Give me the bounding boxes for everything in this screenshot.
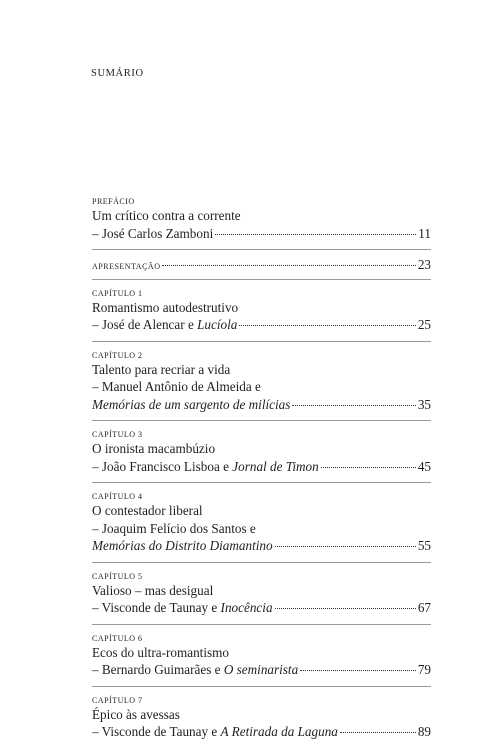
- subtitle-author: – José de Alencar e: [92, 317, 198, 332]
- entry-author-line: – Manuel Antônio de Almeida e: [92, 379, 261, 394]
- entry-subtitle: [92, 458, 319, 476]
- toc-entry-prefacio[interactable]: [92, 197, 431, 242]
- section-kicker: CAPÍTULO 6: [92, 633, 143, 643]
- toc-entry-capitulo-5[interactable]: [92, 572, 431, 617]
- divider: [92, 279, 431, 280]
- page-title: SUMÁRIO: [91, 68, 144, 79]
- page-number: 25: [417, 317, 431, 332]
- toc-entry-capitulo-2[interactable]: [92, 351, 431, 414]
- dot-leader: [275, 608, 416, 609]
- entry-title: Épico às avessas: [92, 706, 180, 722]
- entry-line: [92, 723, 431, 741]
- entry-title: Talento para recriar a vida: [92, 361, 231, 377]
- entry-title: O contestador liberal: [92, 503, 203, 518]
- subtitle-work: A Retirada da Laguna: [220, 724, 338, 739]
- page-number: 45: [417, 458, 431, 474]
- toc-entry-capitulo-4[interactable]: [92, 492, 431, 555]
- entry-line: [92, 537, 431, 555]
- toc-entry-capitulo-1[interactable]: [92, 289, 431, 334]
- toc-entry-capitulo-3[interactable]: [92, 430, 431, 475]
- section-kicker: CAPÍTULO 4: [92, 492, 143, 501]
- subtitle-author: – Visconde de Taunay e: [92, 724, 221, 739]
- dot-leader: [321, 467, 416, 468]
- dot-leader: [275, 546, 416, 547]
- entry-title: Valioso – mas desigual: [92, 582, 214, 598]
- page-number: 35: [417, 396, 431, 412]
- divider: [92, 562, 431, 563]
- toc-entry-apresentacao[interactable]: [92, 256, 431, 274]
- entry-line: [92, 661, 431, 679]
- entry-line: [92, 225, 431, 243]
- subtitle-work: Lucíola: [197, 317, 238, 332]
- section-kicker: CAPÍTULO 1: [92, 288, 143, 298]
- page-number: 67: [417, 600, 431, 615]
- entry-line: [92, 316, 431, 334]
- toc-entry-capitulo-7[interactable]: [92, 696, 431, 741]
- section-kicker: CAPÍTULO 3: [92, 430, 143, 439]
- entry-label: APRESENTAÇÃO: [92, 262, 161, 271]
- page-number: 23: [417, 257, 431, 272]
- subtitle-author: – João Francisco Lisboa e: [92, 458, 233, 474]
- section-kicker: CAPÍTULO 7: [92, 695, 143, 705]
- entry-subtitle: – José Carlos Zamboni: [92, 225, 214, 241]
- entry-title: Ecos do ultra-romantismo: [92, 644, 229, 660]
- divider: [92, 482, 431, 483]
- subtitle-work: O seminarista: [223, 662, 299, 677]
- entry-subtitle: [92, 723, 338, 741]
- entry-title: O ironista macambúzio: [92, 441, 216, 456]
- entry-work: Memórias do Distrito Diamantino: [92, 538, 273, 553]
- page-number: 11: [418, 225, 431, 241]
- entry-line: [92, 458, 431, 476]
- dot-leader: [340, 732, 416, 733]
- divider: [92, 686, 431, 687]
- entry-work: Memórias de um sargento de milícias: [92, 396, 291, 412]
- entry-subtitle: [92, 316, 237, 334]
- divider: [92, 624, 431, 625]
- page-number: 79: [417, 662, 431, 677]
- dot-leader: [292, 405, 415, 406]
- subtitle-work: Inocência: [220, 600, 273, 615]
- entry-line: [92, 599, 431, 617]
- entry-author-line: – Joaquim Felício dos Santos e: [92, 520, 256, 536]
- entry-line: [92, 396, 431, 414]
- entry-line: [92, 256, 431, 274]
- dot-leader: [300, 670, 416, 671]
- dot-leader: [215, 234, 416, 235]
- entry-subtitle: [92, 661, 298, 679]
- entry-title: Romantismo autodestrutivo: [92, 299, 239, 315]
- dot-leader: [239, 325, 415, 326]
- toc-entry-capitulo-6[interactable]: [92, 634, 431, 679]
- section-kicker: PREFÁCIO: [92, 197, 135, 206]
- table-of-contents: [92, 197, 431, 741]
- section-kicker: CAPÍTULO 2: [92, 350, 143, 360]
- divider: [92, 341, 431, 342]
- section-kicker: CAPÍTULO 5: [92, 571, 143, 581]
- subtitle-author: – Visconde de Taunay e: [92, 600, 221, 615]
- entry-subtitle: [92, 599, 273, 617]
- subtitle-author: – Bernardo Guimarães e: [92, 662, 224, 677]
- page-number: 89: [417, 724, 431, 739]
- page-number: 55: [417, 538, 431, 553]
- divider: [92, 249, 431, 250]
- entry-title: Um crítico contra a corrente: [92, 208, 241, 223]
- dot-leader: [162, 265, 415, 266]
- divider: [92, 420, 431, 421]
- subtitle-work: Jornal de Timon: [232, 458, 319, 474]
